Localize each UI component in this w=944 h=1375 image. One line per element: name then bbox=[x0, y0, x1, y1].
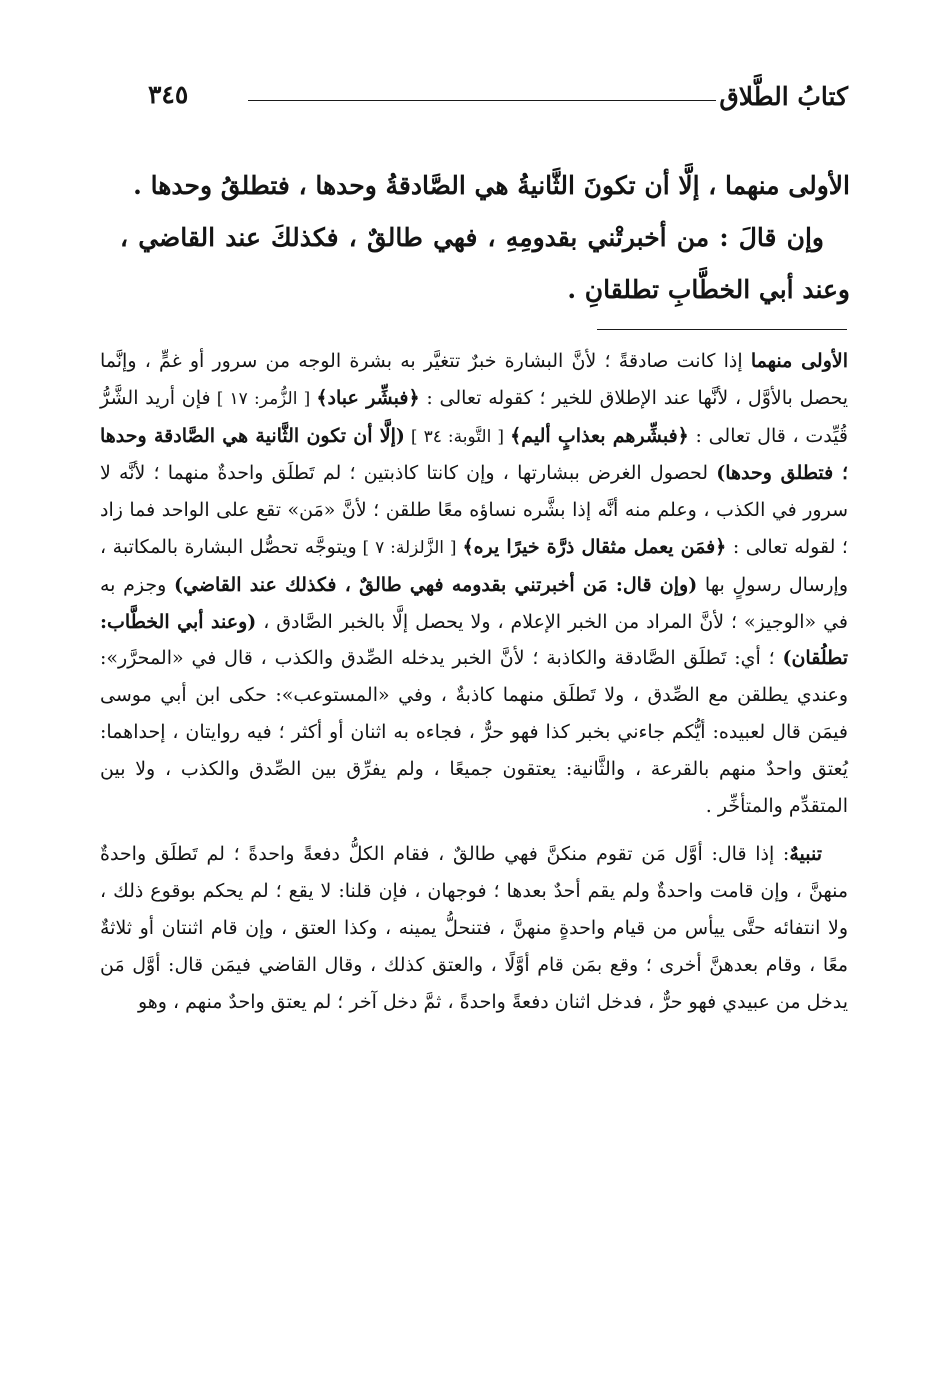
header-rule bbox=[248, 100, 716, 101]
quoted-phrase: الأولى منهما bbox=[750, 350, 848, 372]
verse-reference: [ الزُّمر: ١٧ ] bbox=[210, 388, 317, 409]
commentary-text: إذا كانت صادقةً ؛ لأنَّ البشارة خبرٌ تتغيَّر به بشرة الوجه من سرور أو غمٍّ ، وإنَّما يحصل بالأوَّل ، لأنَّها عند الإطلاق للخير ؛ كقوله تعالى : bbox=[100, 350, 848, 409]
commentary-paragraph bbox=[100, 836, 848, 1020]
quran-quote: ﴿فمَن يعمل مثقال ذرَّة خيرًا يره﴾ bbox=[462, 535, 727, 558]
quran-quote: ﴿فبشِّرهم بعذابٍ أليم﴾ bbox=[510, 424, 689, 447]
running-header bbox=[148, 82, 848, 122]
quoted-phrase: (وإن قال: مَن أخبرتني بقدومه فهي طالقٌ ، فكذلك عند القاضي) bbox=[174, 573, 698, 596]
commentary-paragraph bbox=[100, 343, 848, 824]
note-label: تنبيهٌ bbox=[789, 843, 822, 866]
verse-reference: [ التَّوبة: ٣٤ ] bbox=[404, 426, 511, 447]
page-number: ٣٤٥ bbox=[148, 80, 189, 109]
quoted-phrase: (إلَّا أن تكون الثَّانية هي الصَّادقة وحدها ؛ فتطلق وحدها) bbox=[100, 424, 849, 485]
commentary-text: لحصول الغرض ببشارتها ، وإن كانتا كاذبتين ؛ لم تَطلَق واحدةٌ منهما ؛ لأنَّه لا سرور في الكذب ، وعلم منه أنَّه إذا بشَّره نساؤه معًا طلقن ؛ لأنَّ «مَن» تقع على الواحد فما زاد ؛ لقوله تعالى : bbox=[100, 462, 848, 558]
quoted-phrase: (وعند أبي الخطَّاب: تطلُقان) bbox=[100, 610, 848, 670]
book-title: كتابُ الطَّلاق bbox=[719, 82, 848, 111]
main-text bbox=[120, 160, 850, 316]
commentary bbox=[100, 343, 848, 1020]
commentary-text: وجزم به في «الوجيز» ؛ لأنَّ المراد من الخبر الإعلام ، ولا يحصل إلَّا بالخبر الصَّادق ، bbox=[100, 573, 848, 633]
footnote-separator bbox=[597, 329, 847, 330]
commentary-text: : إذا قال: أوَّل مَن تقوم منكنَّ فهي طالقٌ ، فقام الكلُّ دفعةً واحدةً ؛ لم تَطلَق واحدةٌ منهنَّ ، وإن قامت واحدةٌ ولم يقم أحدٌ بعدها ؛ فوجهان ، فإن قلنا: لا يقع ؛ لم يحكم بوقوع ذلك ، ولا انتفائه حتَّى ييأس من قيام واحدةٍ منهنَّ ، فتنحلُّ يمينه ، وكذا العتق ، وإن قام اثنتان أو ثلاثةٌ معًا ، وقام بعدهنَّ أخرى ؛ وقع بمَن قام أوَّلًا ، والعتق كذلك ، وقال القاضي فيمَن قال: أوَّل مَن يدخل من عبيدي فهو حرٌّ ، فدخل اثنان دفعةً واحدةً ، ثمَّ دخل آخر ؛ لم يعتق واحدٌ منهم ، وهو bbox=[100, 843, 848, 1013]
verse-reference: [ الزَّلزلة: ٧ ] bbox=[356, 537, 463, 558]
commentary-text: ويتوجَّه تحصُّل البشارة بالمكاتبة ، وإرسال رسولٍ بها bbox=[100, 535, 848, 596]
main-text-paragraph: الأولى منهما ، إلَّا أن تكونَ الثَّانيةُ هي الصَّادقةُ وحدها ، فتطلقُ وحدها . bbox=[133, 171, 850, 200]
commentary-text: فإن أريد الشَّرُّ قُيِّدت ، قال تعالى : bbox=[100, 386, 848, 447]
quran-quote: ﴿فبشِّر عباد﴾ bbox=[316, 386, 420, 409]
commentary-text: ؛ أي: تَطلَق الصَّادقة والكاذبة ؛ لأنَّ الخبر يدخله الصِّدق والكذب ، قال في «المحرَّر»: وعندي يطلقن مع الصِّدق ، ولا تَطلَق منهما كاذبةٌ ، وفي «المستوعب»: حكى ابن أبي موسى فيمَن قال لعبيده: أيُّكم جاءني بخبر كذا فهو حرٌّ ، فجاءه به اثنان أو أكثر ؛ فيه روايتان ، إحداهما: يُعتق واحدٌ منهم بالقرعة ، والثَّانية: يعتقون جميعًا ، ولم يفرِّق بين الصِّدق والكذب ، ولا بين المتقدِّم والمتأخِّر . bbox=[100, 647, 848, 817]
main-text-paragraph: وإن قالَ : من أخبرتْني بقدومِهِ ، فهي طالقٌ ، فكذلكَ عند القاضي ، وعند أبي الخطَّابِ تطلقانِ . bbox=[120, 223, 850, 304]
